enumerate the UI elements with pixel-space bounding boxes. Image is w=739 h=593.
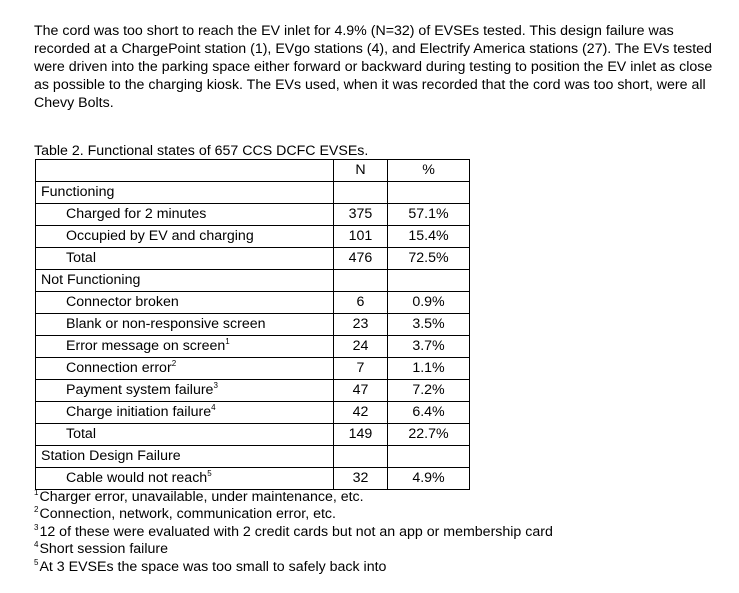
row-label: Blank or non-responsive screen [66,316,266,332]
table-row [36,248,470,270]
row-label-cell [36,468,334,490]
functional-states-table [35,159,470,490]
table-body [36,182,470,490]
footnote-text: 12 of these were evaluated with 2 credit cards but not an app or membership card [39,523,553,540]
footnote-mark: 2 [34,505,39,515]
row-label-cell [36,358,334,380]
group-percent-cell [388,446,470,468]
row-n: 149 [334,424,388,446]
row-n: 6 [334,292,388,314]
table-row [36,226,470,248]
table-row [36,402,470,424]
footnote-text: Charger error, unavailable, under maintenance, etc. [39,489,364,505]
row-n: 23 [334,314,388,336]
table-group-row [36,270,470,292]
footnote-ref: 2 [171,359,177,368]
table-row [36,358,470,380]
footnote-mark: 4 [34,540,39,550]
row-percent: 22.7% [388,424,470,446]
row-percent: 7.2% [388,380,470,402]
footnote-text: At 3 EVSEs the space was too small to safely back into [39,558,387,575]
row-n: 42 [334,402,388,424]
table-row [36,204,470,226]
footnote-ref: 3 [213,381,218,390]
table-row [36,380,470,402]
table-header-row [36,160,470,182]
header-n: N [334,160,388,182]
table-row [36,314,470,336]
row-label: Occupied by EV and charging [66,228,254,244]
header-percent: % [388,160,470,182]
row-label-cell [36,380,334,402]
row-n: 375 [334,204,388,226]
row-label-cell [36,204,334,226]
group-n-cell [334,446,388,468]
footnote-mark: 5 [34,557,39,567]
row-n: 32 [334,468,388,490]
group-percent-cell [388,182,470,204]
row-percent: 6.4% [388,402,470,424]
footnote-ref: 1 [225,337,230,346]
row-label: Error message on screen [66,338,226,354]
row-label: Connection error [66,360,172,376]
row-label-cell [36,336,334,358]
footnotes [34,489,553,576]
row-label: Total [66,250,96,266]
row-n: 24 [334,336,388,358]
footnote [34,489,553,506]
footnote-mark: 3 [34,522,39,532]
row-n: 47 [334,380,388,402]
footnote [34,524,553,541]
row-label-cell [36,226,334,248]
table-row [36,424,470,446]
row-percent: 3.7% [388,336,470,358]
table-group-row [36,446,470,468]
row-percent: 4.9% [388,468,470,490]
footnote-text: Connection, network, communication error, etc. [39,506,336,523]
header-label [36,160,334,182]
table-row [36,336,470,358]
table-row [36,468,470,490]
row-label-cell [36,314,334,336]
footnote [34,541,553,558]
footnote [34,506,553,523]
table-row [36,292,470,314]
row-label: Payment system failure [66,382,214,398]
row-n: 476 [334,248,388,270]
group-n-cell [334,270,388,292]
table-group-row [36,182,470,204]
row-percent: 0.9% [388,292,470,314]
row-label-cell [36,248,334,270]
footnote [34,559,553,576]
body-paragraph: The cord was too short to reach the EV inlet for 4.9% (N=32) of EVSEs tested. This design failure was recorded at a ChargePoint station (1), EVgo stations (4), and Electrify America stations (27). The EVs tested were driven into the parking space either forward or backward during testing to position the EV inlet as close as possible to the charging kiosk. The EVs used, when it was recorded that the cord was too short, were all Chevy Bolts. [34,23,713,111]
table-caption: Table 2. Functional states of 657 CCS DCFC EVSEs. [34,143,369,159]
group-title: Functioning [36,182,334,204]
row-label: Connector broken [66,294,179,310]
group-n-cell [334,182,388,204]
row-n: 101 [334,226,388,248]
row-percent: 15.4% [388,226,470,248]
group-percent-cell [388,270,470,292]
row-percent: 72.5% [388,248,470,270]
row-label: Cable would not reach [66,470,208,486]
footnote-ref: 4 [211,403,216,412]
footnote-text: Short session failure [39,541,168,558]
row-n: 7 [334,358,388,380]
row-label: Charged for 2 minutes [66,206,207,222]
group-title: Station Design Failure [36,446,334,468]
footnote-ref: 5 [207,469,212,478]
row-label-cell [36,292,334,314]
row-percent: 3.5% [388,314,470,336]
group-title: Not Functioning [36,270,334,292]
footnote-mark: 1 [34,488,39,497]
row-percent: 1.1% [388,358,470,380]
row-percent: 57.1% [388,204,470,226]
row-label: Total [66,426,96,442]
row-label-cell [36,424,334,446]
row-label: Charge initiation failure [66,404,212,420]
row-label-cell [36,402,334,424]
